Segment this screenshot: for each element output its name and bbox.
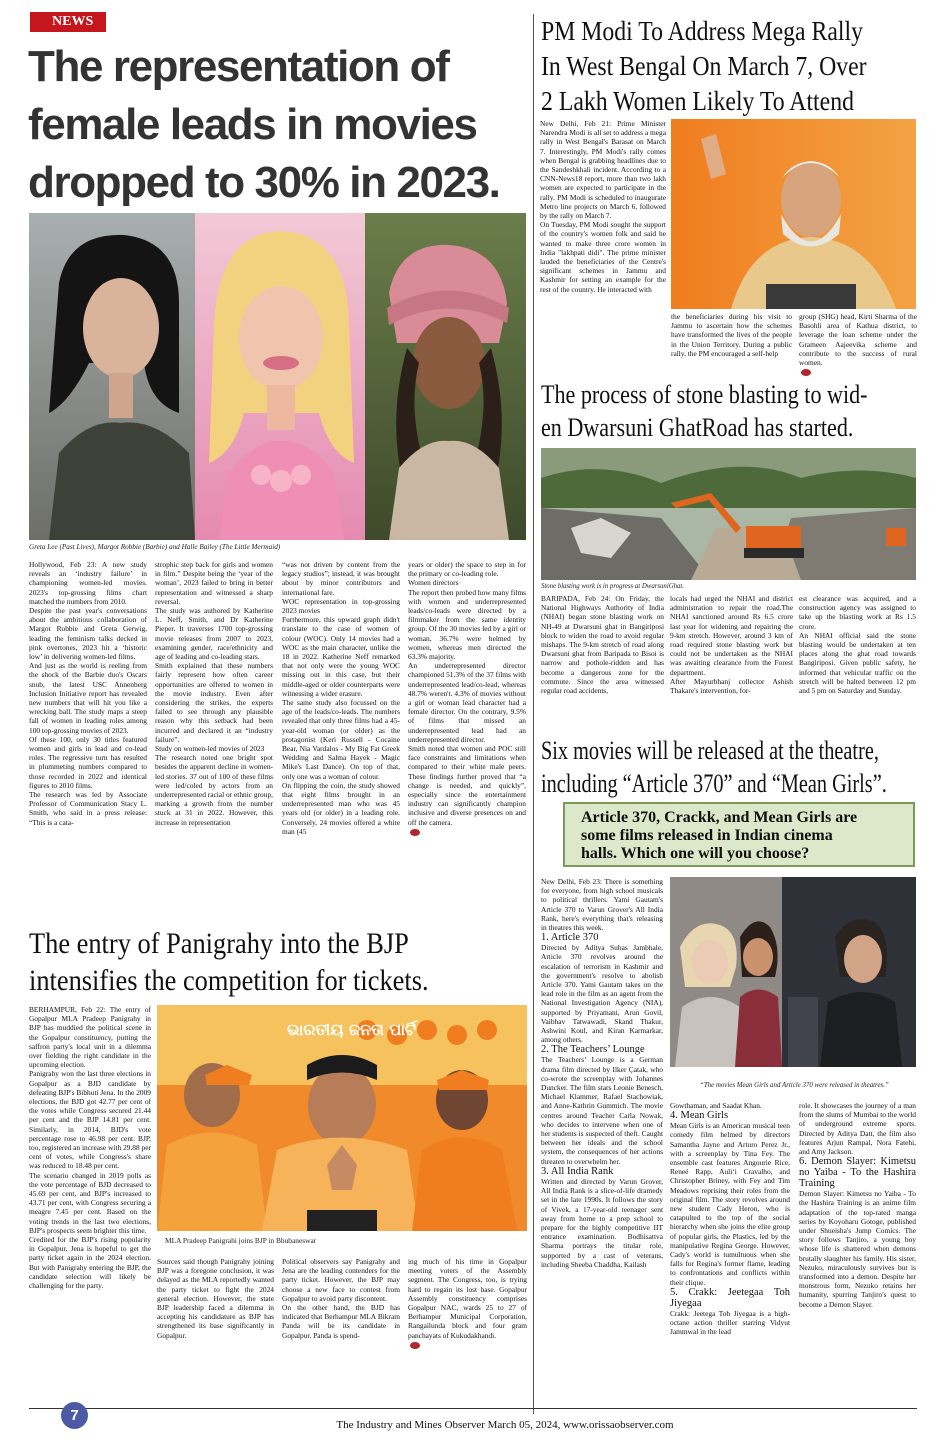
movies-photo [670, 877, 916, 1067]
section-label: NEWS [30, 12, 106, 32]
page-number-badge [61, 1402, 88, 1429]
bjp-photo [157, 1005, 527, 1231]
stone-article-col-2: locals had urged the NHAI and district administration to repair the road.The NHAI sanctioned around Rs 6.5 crore last year for widening and repairing the 9-km stretch. However, around 3 km of road required stone blasting work but could not be undertaken as the NHAI was awaiting clearance from the Forest department. After Mayurbhanj collector Ashish Thakare's intervention, for- [670, 594, 793, 696]
modi-article-col-3: group (SHG) head, Kirti Sharma of the Basohli area of Kathua district, to leverage the loan scheme under the Grameen Aajeevika scheme and contribute to the success of rural women. [799, 312, 917, 377]
bjp-article-col-3: Political observers say Panigrahy and Jena are the leading contenders for the party ticket. However, the BJP may choose a new face to contest from Gopalpur to avoid party discontent. On the other hand, the BJD has indicated that Berhampur MLA Bikram Panda will be its candidate in Gopalpur. Panda is spend- [282, 1257, 400, 1340]
bjp-photo-caption: MLA Pradeep Panigrahi joins BJP in Bhubaneswar [165, 1236, 317, 1245]
page-number: 7 [70, 1407, 79, 1424]
bjp-article-col-4: ing much of his time in Gopalpur meeting voters of the Assembly segment. The Congress, too, is trying hard to regain its lost base. Gopalpur Assembly constituency comprises Gopalpur NAC, wards 25 to 27 of Berhampur Municipal Corporation, Rangailunda block and four gram panchayats of Kukudakhandi. [408, 1257, 527, 1403]
newspaper-logo-icon [801, 369, 811, 376]
newspaper-logo-icon [410, 1342, 420, 1349]
stone-article-col-3: est clearance was acquired, and a construction agency was assigned to take up the blasting work at Rs 1.5 crore. An NHAI official said the stone blasting would be undertaken at ten places along the ghat road towards Bangiriposi. Given public safety, he informed that vehicular traffic on the stretch will be halted between 12 pm and 5 pm on Saturday and Sunday. [799, 594, 916, 696]
movies-col-1: New Delhi, Feb 23: There is something for everyone, from high school musicals to political thrillers. Yami Gautam's Article 370 to Varun Grover's All India Rank, here's everything that's releasing in theatres this week. 1. Article 370 Directed by Aditya Suhas Jambhale, Article 370 revolves around the escalation of terrorism in Kashmir and the government's resolve to abolish Article 370. Yami Gautam takes on the lead role in the film as an agent from the National Investigation Agency (NIA), supported by Priyamani, Arun Govil, Vaibhav Tatwawadi, Skand Thakur, Ashwini Koul, and Kiran Karmarkar, among others. 2. The Teachers’ Lounge The Teachers’ Lounge is a German drama film directed by Ilker Çatak, who co-wrote the screenplay with Johannes Duncker. The film stars Leonie Benesch, Michael Klammer, Rafael Stachowiak, and Anne-Kathrin Gummich. The movie centres around Teacher Carla Nowak, who decides to intervene when one of her students is suspected of theft. Caught between her ideals and the school system, the consequences of her actions threaten to overwhelm her. 3. All India Rank Written and directed by Varun Grover, All India Rank is a slice-of-life dramedy set in the late 1990s. It follows the story of Vivek, a 17-year-old teenager sent away from home to a prep school to prepare for the highly competitive IIT entrance examination. Bodhisattva Sharma portrays the titular role, supported by a cast of veterans, including Sheeba Chaddha, Kailash [541, 877, 663, 1269]
main-headline-line-3: dropped to 30% in 2023. [28, 158, 500, 207]
modi-article-col-2: the beneficiaries during his visit to Jammu to ascertain how the schemes have transformed the lives of the people in the Union Territory. During a public rally, the PM encouraged a self-help [671, 312, 792, 358]
main-headline [28, 38, 536, 218]
main-photo-three-actresses [29, 213, 526, 540]
stone-blasting-photo [541, 448, 916, 580]
stone-headline: The process of stone blasting to wid- en Dwarsuni GhatRoad has started. [541, 380, 868, 442]
modi-headline: PM Modi To Address Mega Rally In West Bengal On March 7, Over 2 Lakh Women Likely To Attend [541, 16, 867, 116]
bjp-article-col-1: BERHAMPUR, Feb 22: The entry of Gopalpur MLA Pradeep Panigrahy in BJP has muddied the political scene in the Gopalpur constituency, putting the saffron party's local unit in a dilemma over fielding the right candidate in the upcoming election. Panigrahy won the last three elections in Gopalpur as a BJD candidate by defeating BJP's Bibhuti Jena. In the 2009 elections, the BJD got 42.77 per cent of the votes while Congress secured 21.44 per cent and the BJP 14.81 per cent. Similarly, in 2014, BJD's vote percentage rose to 46.98 per cent. BJP, too, registered an increase with 29.88 per cent of votes, while Congress's share was reduced to 18.48 per cent. The scenario changed in 2019 polls as the vote percentage of BJD decreased to 45.69 per cent, and BJP's increased to 43.71 per cent, with Congress securing a meagre 7.45 per cent. Based on the voting trends in the last two elections, BJP's prospects seem brighter this time. Credited for the BJP's rising popularity in Gopalpur, Jena is hopeful to get the party ticket again in the 2024 election. But with Panigrahy entering the BJP, the candidate selection will likely be challenging for the party. [29, 1005, 151, 1291]
main-article-col-3: “was not driven by content from the legacy studios”; instead, it was brought about by minor contributors and international fare. WOC representation in top-grossing 2023 movies Furthermore, this upward graph didn't translate to the case of women of colour (WOC). Only 14 movies had a WOC as the main character, unlike the 18 in 2022. Katherine Neff remarked that not only were the young WOC missing out in this case, but their middle-aged or older counterparts were witnessing a wider erasure. The same study also focussed on the age of the leads/co-leads. The numbers revealed that only three films had a 45-year-old woman (or older) as the protagonist (Keri Russell - Cocaine Bear, Nia Vardalos - My Big Fat Greek Wedding and Salma Hayek - Magic Mike's Last Dance). On top of that, only one was a woman of colour. On flipping the coin, the study showed that eight films brought in an underrepresented man who was 45 years old (or older) in a leading role. Conversely, 24 movies offered a white man (45 [282, 560, 400, 836]
stone-photo-caption: Stone blasting work is in progress at DwarsuniGhat. [541, 583, 684, 590]
movies-col-2: Gowthaman, and Saadat Khan. 4. Mean Girls Mean Girls is an American musical teen comedy film helmed by directors Samantha Jayne and Arturo Perez Jr., with a screenplay by Tina Fey. The ensemble cast features Angourie Rice, Reneé Rapp, Auli‘i Cravalho, and Christopher Briney, with Fey and Tim Meadows reprising their roles from the original film. The story revolves around new student Cady Heron, who is catapulted to the top of the social hierarchy when she joins the elite group of popular girls, the Plastics, led by the manipulative Regina George. However, Cady's world is tumultuous when she falls for Regina's former flame, leading to confrontations and conflicts within their clique. 5. Crakk: Jeetegaa Toh Jiyegaa Crakk: Jeetega Toh Jiyegaa is a high-octane action thriller starring Vidyut Jammwal in the lead [670, 1101, 790, 1337]
bjp-headline: The entry of Panigrahy into the BJP intensifies the competition for tickets. [29, 927, 429, 997]
modi-photo [671, 119, 916, 309]
main-article-col-1: Hollywood, Feb 23: A new study reveals an ‘industry failure’ in championing women-led movies. 2023's top-grossing films chart matched the numbers from 2010. Despite the past year's conversations about the ambitious collaboration of Margot Robbie and Greta Gerwig, leading the feminism talks decked in pink overtones, 2023 hit a ‘historic low’ in delivering women-led films. And just as the world is reeling from the shock of the Barbie duo's Oscars snub, the latest USC Annenberg Inclusion Initiative report has revealed new numbers that will hit you like a wrecking ball. The study maps a steep fall of women in leading roles among 100 top-grossing movies of 2023. Of these 100, only 30 titles featured women and girls in lead and co-lead roles. The regressive turn has resulted in plummeting numbers compared to those recorded in 2022 and identical figures to 2010 films. The research was led by Associate Professor of Communication Stacy L. Smith, who said in a press release: “This is a cata- [29, 560, 147, 827]
newspaper-logo-icon [410, 829, 420, 836]
main-headline-line-2: female leads in movies [28, 100, 477, 149]
main-article-col-4: years or older) the space to step in for the primary or co-leading role. Women directors The report then probed how many films with women and underrepresented leads/co-leads were directed by a filmmaker from the same identity group. Of the 30 movies led by a girl or woman, 36.7% were helmed by women, whereas men directed the 63.3% majority. An underrepresented director championed 51.3% of the 37 films with underrepresented lead/co-lead, whereas 48.7% weren't. 4.3% of movies without a girl or woman lead character had a female director. On the contrary, 9.5% of films that missed an underrepresented lead had an underrepresented director. Smith noted that women and POC still face constraints and limitations when compared to their white male peers. These findings further proved that “a change is needed, and quickly”, especially since the entertainment industry can significantly champion inclusive and diverse presences on and off the camera. [408, 560, 526, 917]
footer-text: The Industry and Mines Observer March 05, 2024, www.orissaobserver.com [336, 1419, 674, 1431]
movies-col-3: role. It showcases the journey of a man from the slums of Mumbai to the world of underground extreme sports. Directed by Aditya Datt, the film also features Arjun Rampal, Nora Fatehi, and Amy Jackson. 6. Demon Slayer: Kimetsu no Yaiba - To the Hashira Training Demon Slayer: Kimetsu no Yaiba - To the Hashira Training is an anime film adaptation of the top-rated manga series by Koyoharu Gotoge, published under Shueisha's Jump Comics. The story follows Tanjiro, a young boy whose life is shattered when demons brutally slaughter his family. His sister, Nezuko, miraculously survives but is transformed into a demon. Despite her monstrous form, Nezuko retains her humanity, spurring Tanjiro's quest to become a Demon Slayer. [799, 1101, 916, 1309]
bjp-article-col-2: Sources said though Panigrahy joining BJP was a foregone conclusion, it was delayed as the MLA reportedly wanted the party ticket to fight the 2024 general election. However, the state BJP leadership faced a dilemma in accepting his candidature as BJP has strengthened its base significantly in Gopalpur. [157, 1257, 274, 1340]
stone-article-col-1: BARIPADA, Feb 24: On Friday, the National Highways Authority of India (NHAI) began stone blasting work on NH-49 at Dwarsuni ghat in Bangiriposi block to widen the road to avoid regular mishaps. The 9-km stretch of road along Dwarsuni ghat from Baripada to Bisoi is narrow and pothole-ridden and has become a dangerous zone for the commute. Since the area witnessed regular road accidents, [541, 594, 664, 696]
main-article-col-2: strophic step back for girls and women in film.” Despite being the ‘year of the woman’, 2023 failed to bring in better representation and witnessed a sharp reversal. The study was authored by Katherine L. Neff, Smith, and Dr Katherine Pieper. It traverses 1700 top-grossing movie releases from 2007 to 2023, examining gender, race/ethnicity and age of leading and co-leading stars. Smith explained that these numbers fairly represent how often career opportunities are offered to women in the movie industry. Even after considering the strikes, the experts failed to see through any plausible reason why this setback had been incurred and declared it an “industry failure”. Study on women-led movies of 2023 The research noted one bright spot besides the apparent decline in women-led stories. 37 out of 100 of these films were led/coled by actors from an underrepresented racial or ethnic group, marking a growth from the number stuck at 31 in 2022. However, this increase in representation [155, 560, 273, 827]
movies-headline: Six movies will be released at the theatre, including “Article 370” and “Mean Girls”. [541, 736, 887, 798]
modi-article-col-1: New Delhi, Feb 21: Prime Minister Narendra Modi is all set to address a mega rally in West Bengal's Barasat on March 7. Interestingly, PM Modi's rally comes when Bengal is grabbing headlines due to the Sandeshkhali incident. According to a CNN-News18 report, more than two lakh women are expected to participate in the rally. PM Modi is scheduled to inaugurate Metro line projects on March 6, followed by the rally on March 7. On Tuesday, PM Modi sought the support of the country's women folk and said he wanted to make three crore women in India "lakhpati didi". The prime minister lauded the beneficiaries of the Centre's significant schemes in Jammu and Kashmir for setting an example for the rest of the country. He interacted with [540, 119, 666, 294]
footer-rule [29, 1408, 917, 1409]
main-headline-line-1: The representation of [28, 42, 449, 91]
column-divider [533, 14, 534, 1414]
main-photo-caption: Greta Lee (Past Lives), Margot Robbie (Barbie) and Halle Bailey (The Little Mermaid) [29, 543, 281, 551]
movies-photo-caption: “The movies Mean Girls and Article 370 were released in theatres.” [700, 1082, 889, 1089]
bjp-banner-text: ଭାରତୀୟ ଜନତା ପାର୍ଟି [287, 1020, 417, 1039]
movies-highlight-box: Article 370, Crackk, and Mean Girls are some films released in Indian cinema halls. Which one will you choose? [563, 802, 915, 867]
